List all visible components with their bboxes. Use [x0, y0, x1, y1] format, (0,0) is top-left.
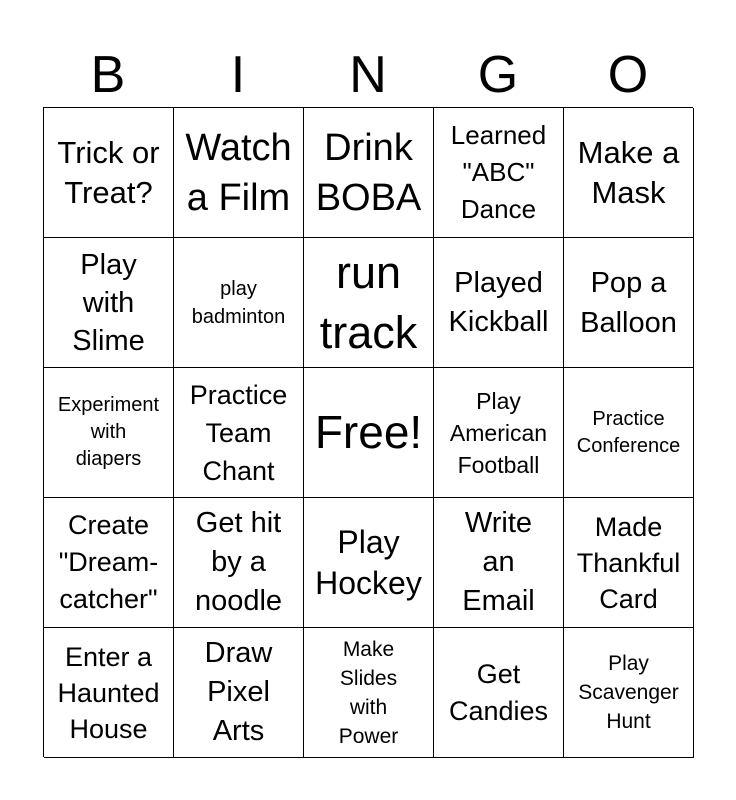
header-letter-n: N [349, 46, 387, 104]
bingo-cell-text: Create "Dream- catcher" [58, 510, 159, 614]
bingo-cell-text: play badminton [191, 277, 286, 328]
bingo-cell[interactable] [44, 628, 174, 758]
bingo-cell-text: run track [319, 246, 418, 358]
bingo-cell[interactable] [44, 238, 174, 368]
bingo-cell-text: Play Hockey [315, 523, 422, 601]
bingo-cell-text: Learned "ABC" Dance [450, 120, 547, 224]
bingo-card-grid [43, 107, 693, 757]
bingo-cell[interactable] [434, 498, 564, 628]
header-letter-g: G [477, 46, 519, 104]
bingo-cell[interactable] [174, 108, 304, 238]
bingo-cell[interactable] [434, 368, 564, 498]
bingo-cell[interactable] [434, 238, 564, 368]
bingo-cell[interactable] [304, 368, 434, 498]
bingo-cell[interactable] [564, 238, 694, 368]
bingo-cell-text: Play Scavenger Hunt [578, 652, 679, 733]
bingo-cell-text: Played Kickball [448, 266, 549, 338]
bingo-cell-text: Pop a Balloon [580, 266, 677, 339]
bingo-cell-text: Get Candies [448, 658, 549, 726]
bingo-cell[interactable] [44, 498, 174, 628]
header-letter-i: I [230, 46, 246, 104]
bingo-cell-text: Make a Mask [577, 134, 680, 210]
bingo-cell-text: Practice Conference [576, 407, 681, 457]
bingo-cell-text: Experiment with diapers [57, 394, 160, 470]
bingo-cell-text: Play American Football [449, 387, 548, 478]
bingo-header [43, 44, 693, 106]
bingo-cell-text: Draw Pixel Arts [204, 637, 273, 747]
bingo-cell-text: Free! [314, 406, 423, 458]
bingo-cell[interactable] [564, 108, 694, 238]
bingo-cell[interactable] [304, 498, 434, 628]
bingo-cell[interactable] [434, 628, 564, 758]
bingo-cell[interactable] [304, 108, 434, 238]
bingo-cell[interactable] [564, 628, 694, 758]
bingo-cell[interactable] [44, 368, 174, 498]
header-letter-b: B [90, 46, 126, 104]
bingo-cell-text: Made Thankful Card [576, 511, 681, 614]
bingo-cell-text: Make Slides with Power [338, 637, 399, 748]
bingo-cell[interactable] [304, 238, 434, 368]
bingo-cell[interactable] [304, 628, 434, 758]
bingo-cell[interactable] [174, 498, 304, 628]
bingo-cell-text: Get hit by a noodle [194, 507, 283, 617]
bingo-cell-text: Enter a Haunted House [57, 641, 160, 744]
bingo-cell-text: Watch a Film [185, 126, 292, 219]
bingo-cell-text: Practice Team Chant [189, 379, 288, 486]
bingo-cell[interactable] [174, 628, 304, 758]
bingo-cell[interactable] [174, 368, 304, 498]
bingo-cell-text: Write an Email [462, 507, 535, 617]
bingo-cell[interactable] [174, 238, 304, 368]
bingo-cell[interactable] [434, 108, 564, 238]
bingo-cell[interactable] [564, 368, 694, 498]
header-letter-o: O [607, 46, 649, 104]
bingo-cell[interactable] [44, 108, 174, 238]
bingo-cell-text: Drink BOBA [315, 126, 422, 219]
bingo-cell-text: Trick or Treat? [57, 134, 160, 210]
bingo-cell-text: Play with Slime [72, 248, 145, 357]
bingo-cell[interactable] [564, 498, 694, 628]
